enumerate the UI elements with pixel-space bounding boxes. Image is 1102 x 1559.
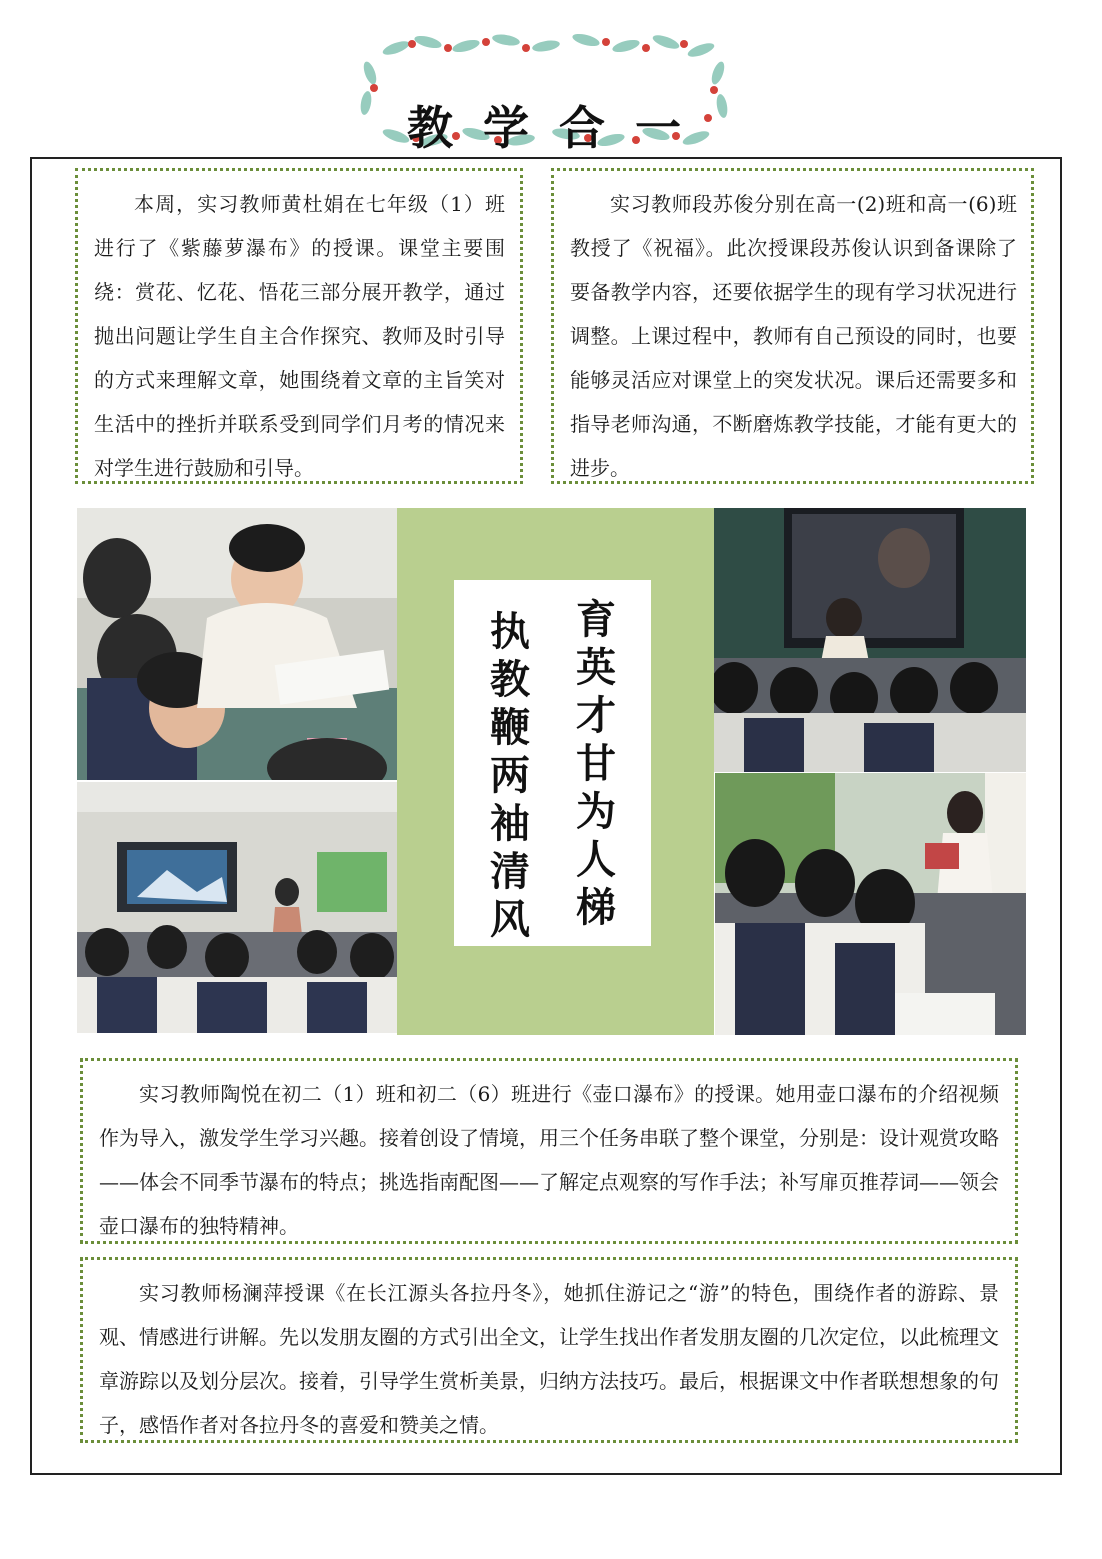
calligraphy-card [454, 580, 651, 946]
calligraphy-char: 梯 [576, 885, 616, 931]
photo-classroom-guidance [77, 508, 397, 780]
calligraphy-char: 袖 [490, 801, 530, 847]
calligraphy-char: 风 [490, 897, 530, 943]
calligraphy-left-column [480, 608, 540, 944]
page-title: 教学合一 [407, 101, 711, 155]
article-huang [75, 168, 523, 484]
header-banner [356, 28, 732, 155]
calligraphy-char: 甘 [576, 741, 616, 787]
article-yang-text: 实习教师杨澜萍授课《在长江源头各拉丹冬》，她抓住游记之“游”的特色，围绕作者的游踪、景观、情感进行讲解。先以发朋友圈的方式引出全文，让学生找出作者发朋友圈的几次定位，以此梳理文章游踪以及划分层次。接着，引导学生赏析美景，归纳方法技巧。最后，根据课文中作者联想想象的句子，感悟作者对各拉丹冬的喜爱和赞美之情。 [99, 1281, 999, 1437]
calligraphy-char: 英 [576, 645, 616, 691]
calligraphy-char: 执 [490, 609, 530, 655]
article-duan [551, 168, 1034, 484]
calligraphy-char: 才 [576, 693, 616, 739]
photo-classroom-reading [715, 773, 1026, 1035]
photo-classroom-zhufu [714, 508, 1026, 772]
calligraphy-char: 人 [576, 837, 616, 883]
calligraphy-char: 鞭 [490, 705, 530, 751]
calligraphy-char: 育 [576, 597, 616, 643]
calligraphy-char: 教 [490, 657, 530, 703]
article-huang-text: 本周，实习教师黄杜娟在七年级（1）班进行了《紫藤萝瀑布》的授课。课堂主要围绕：赏花、忆花、悟花三部分展开教学，通过抛出问题让学生自主合作探究、教师及时引导的方式来理解文章，她围绕着文章的主旨笑对生活中的挫折并联系受到同学们月考的情况来对学生进行鼓励和引导。 [94, 192, 505, 480]
article-tao-text: 实习教师陶悦在初二（1）班和初二（6）班进行《壶口瀑布》的授课。她用壶口瀑布的介绍视频作为导入，激发学生学习兴趣。接着创设了情境，用三个任务串联了整个课堂，分别是：设计观赏攻略——体会不同季节瀑布的特点；挑选指南配图——了解定点观察的写作手法；补写扉页推荐词——领会壶口瀑布的独特精神。 [99, 1082, 999, 1238]
calligraphy-char: 两 [490, 753, 530, 799]
calligraphy-char: 为 [576, 789, 616, 835]
calligraphy-char: 清 [490, 849, 530, 895]
article-yang [80, 1257, 1018, 1443]
article-tao [80, 1058, 1018, 1244]
article-duan-text: 实习教师段苏俊分别在高一(2)班和高一(6)班教授了《祝福》。此次授课段苏俊认识到备课除了要备教学内容，还要依据学生的现有学习状况进行调整。上课过程中，教师有自己预设的同时，也要能够灵活应对课堂上的突发状况。课后还需要多和指导老师沟通，不断磨炼教学技能，才能有更大的进步。 [570, 192, 1017, 480]
photo-classroom-screen [77, 782, 398, 1033]
calligraphy-right-column [566, 596, 626, 932]
